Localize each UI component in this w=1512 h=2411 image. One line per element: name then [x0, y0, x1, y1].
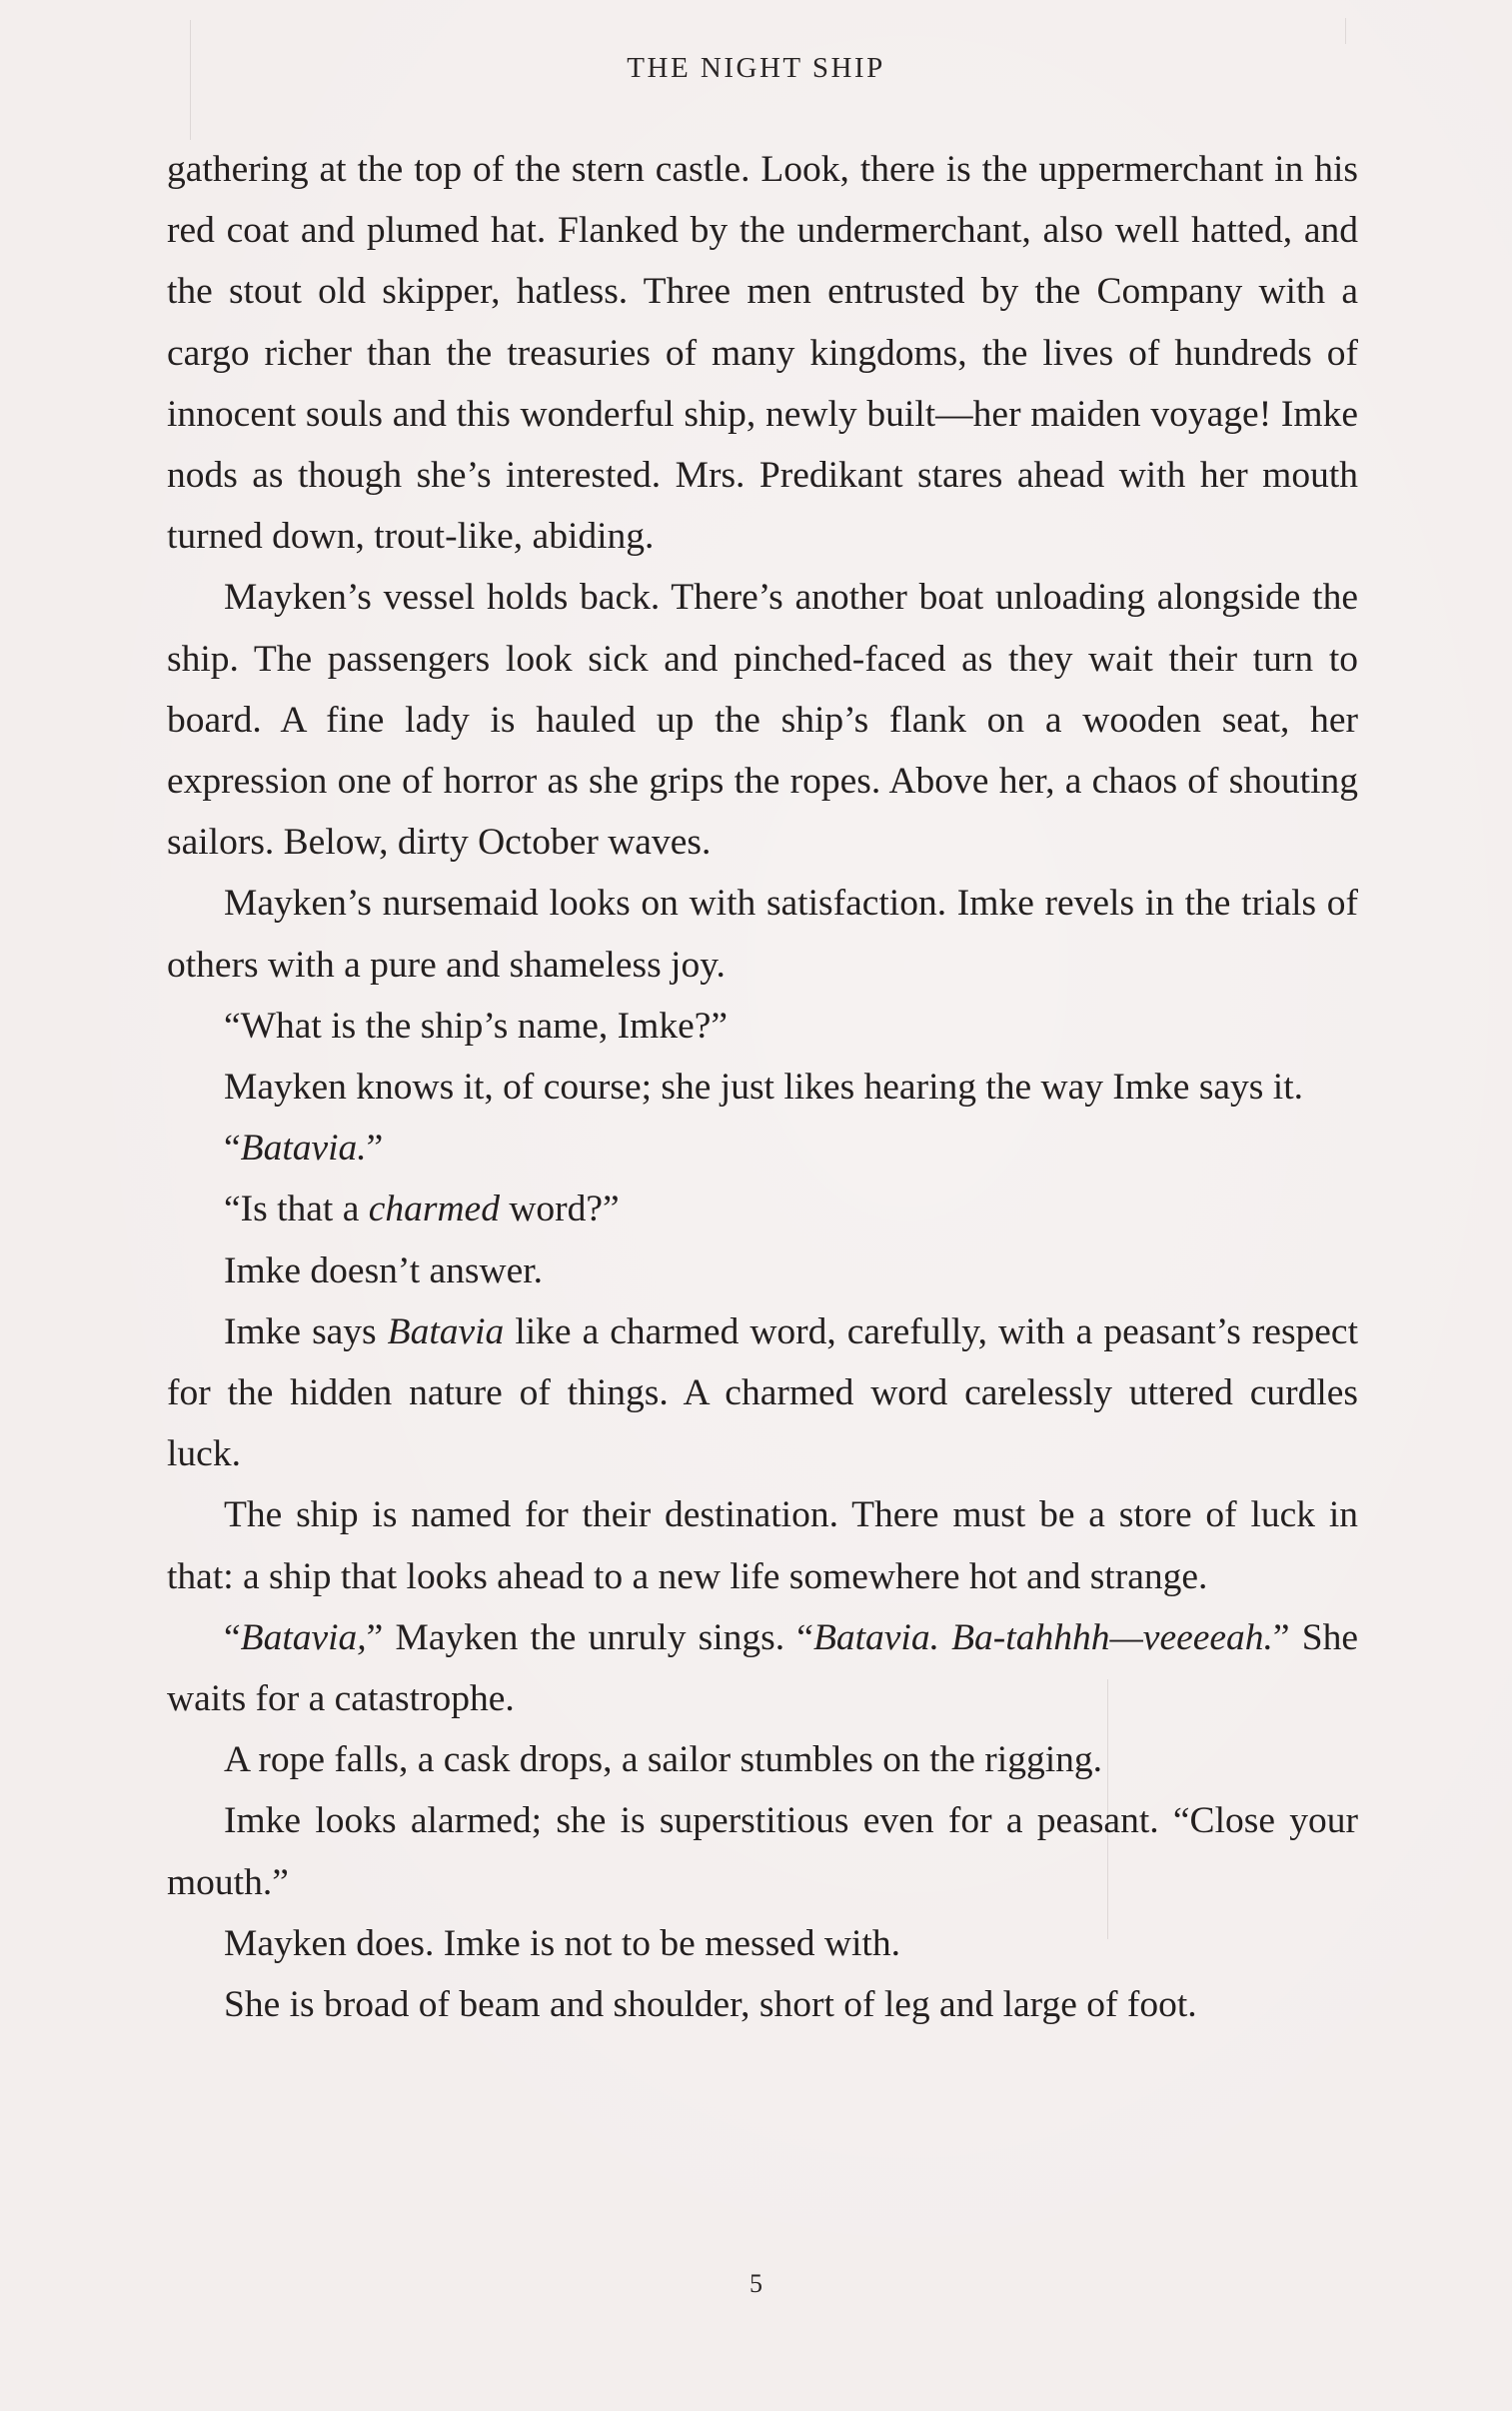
text-run: gathering at the top of the stern castle. Look, there is the uppermerchant in his red coat and plumed hat. Flanked by the undermerchant, also well hatted, and the stout old skipper, hatless. Three men entrusted by the Company with a cargo richer than the treasuries of many kingdoms, the lives of hundreds of innocent souls and this wonderful ship, newly built—her maiden voyage! Imke nods as though she’s interested. Mrs. Predikant stares ahead with her mouth turned down, trout-like, abiding.: [167, 149, 1358, 558]
paragraph: [167, 873, 1358, 995]
paragraph: [167, 1179, 1358, 1239]
text-run: Mayken’s vessel holds back. There’s another boat unloading alongside the ship. The passengers look sick and pinched-faced as they wait their turn to board. A fine lady is hauled up the ship’s flank on a wooden seat, her expression one of horror as she grips the ropes. Above her, a chaos of shouting sailors. Below, dirty October waves.: [167, 577, 1358, 864]
text-run: “What is the ship’s name, Imke?”: [224, 1005, 728, 1047]
italic-text: Batavia. Ba-tahhhh—veeeeah.: [812, 1616, 1273, 1658]
text-run: word?”: [499, 1189, 620, 1230]
text-run: ” Mayken the unruly sings. “: [366, 1616, 813, 1658]
paragraph: [167, 1484, 1358, 1606]
paragraph: [167, 1057, 1358, 1118]
text-run: ”: [366, 1128, 384, 1170]
text-run: Imke looks alarmed; she is superstitious even for a peasant. “Close your mouth.”: [167, 1800, 1358, 1903]
text-run: Mayken knows it, of course; she just likes hearing the way Imke says it.: [224, 1067, 1303, 1109]
paragraph: [167, 1118, 1358, 1179]
text-run: Imke says: [224, 1310, 388, 1352]
paragraph: [167, 1974, 1358, 2035]
text-run: “Is that a: [224, 1189, 369, 1230]
text-run: like a charmed word, carefully, with a peasant’s respect for the hidden nature of things. A charmed word carelessly uttered curdles luck.: [167, 1310, 1358, 1475]
text-run: She is broad of beam and shoulder, short of leg and large of foot.: [224, 1984, 1197, 2026]
body-text: [167, 139, 1358, 2035]
paragraph: [167, 1607, 1358, 1729]
paragraph: [167, 1913, 1358, 1974]
paragraph: [167, 1301, 1358, 1485]
paragraph: [167, 1240, 1358, 1301]
paragraph: [167, 567, 1358, 873]
page-number: 5: [750, 2269, 762, 2298]
paragraph: [167, 139, 1358, 567]
italic-text: Batavia: [387, 1310, 505, 1352]
text-run: “: [224, 1616, 241, 1658]
text-run: Imke doesn’t answer.: [224, 1249, 544, 1291]
text-run: Mayken’s nursemaid looks on with satisfaction. Imke revels in the trials of others with a pure and shameless joy.: [167, 883, 1358, 986]
paragraph: [167, 1729, 1358, 1790]
text-run: The ship is named for their destination. There must be a store of luck in that: a ship that looks ahead to a new life somewhere hot and strange.: [167, 1494, 1358, 1597]
italic-text: Batavia.: [240, 1128, 367, 1170]
italic-text: Batavia,: [240, 1616, 367, 1658]
text-run: A rope falls, a cask drops, a sailor stumbles on the rigging.: [224, 1739, 1102, 1781]
text-run: “: [224, 1128, 241, 1170]
paragraph: [167, 1790, 1358, 1912]
page-crease-top-right: [1345, 18, 1346, 44]
running-head: THE NIGHT SHIP: [627, 52, 885, 84]
paragraph: [167, 996, 1358, 1057]
text-run: ” She waits for a catastrophe.: [167, 1616, 1358, 1720]
text-run: Mayken does. Imke is not to be messed with.: [224, 1922, 900, 1964]
italic-text: charmed: [368, 1189, 500, 1230]
